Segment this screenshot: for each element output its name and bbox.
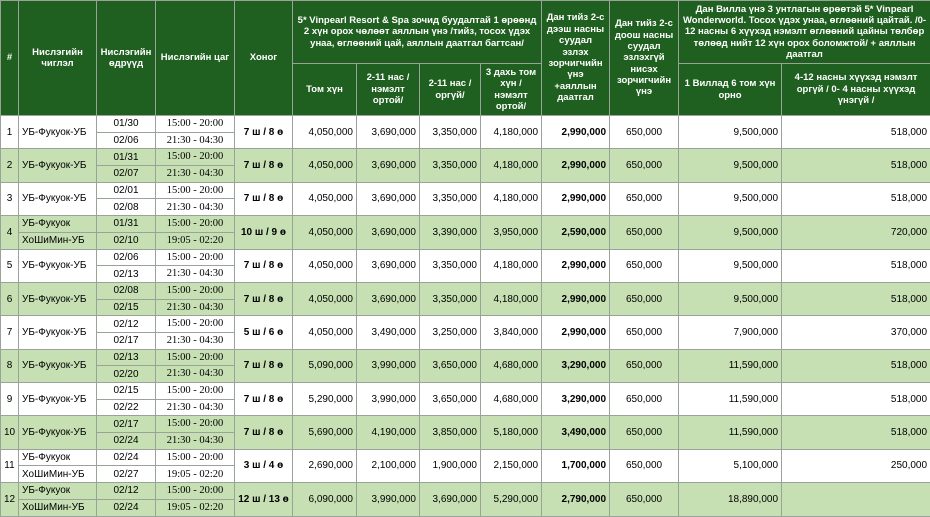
villa-price: 5,100,000 bbox=[679, 449, 782, 482]
single-ticket-price: 1,700,000 bbox=[542, 449, 610, 482]
header-child-extra-bed: 2-11 нас /нэмэлт ортой/ bbox=[357, 64, 420, 116]
header-nights: Хоног bbox=[235, 1, 293, 116]
child-extra-bed-price: 3,490,000 bbox=[357, 316, 420, 349]
single-ticket-price: 2,990,000 bbox=[542, 149, 610, 182]
departure-time: 15:00 - 20:00 bbox=[156, 383, 235, 400]
route: УБ-Фукуок-УБ bbox=[19, 349, 97, 382]
return-date: 02/07 bbox=[97, 166, 156, 183]
return-date: 02/24 bbox=[97, 499, 156, 516]
child-no-bed-price: 3,350,000 bbox=[420, 182, 481, 215]
table-row bbox=[1, 483, 930, 500]
table-row bbox=[1, 383, 930, 400]
departure-time: 15:00 - 20:00 bbox=[156, 149, 235, 166]
infant-ticket-price: 650,000 bbox=[610, 182, 679, 215]
return-time: 19:05 - 02:20 bbox=[156, 466, 235, 483]
departure-date: 01/31 bbox=[97, 216, 156, 233]
third-adult-price: 3,840,000 bbox=[481, 316, 542, 349]
header-date: Нислэгийн өдрүүд bbox=[97, 1, 156, 116]
villa-child-price: 518,000 bbox=[782, 416, 930, 449]
child-no-bed-price: 3,390,000 bbox=[420, 216, 481, 249]
third-adult-price: 2,150,000 bbox=[481, 449, 542, 482]
route-return: ХоШиМин-УБ bbox=[19, 466, 97, 483]
single-ticket-price: 2,990,000 bbox=[542, 316, 610, 349]
third-adult-price: 5,290,000 bbox=[481, 483, 542, 516]
villa-child-price: 250,000 bbox=[782, 449, 930, 482]
return-time: 21:30 - 04:30 bbox=[156, 266, 235, 283]
return-date: 02/24 bbox=[97, 433, 156, 450]
route: УБ-Фукуок-УБ bbox=[19, 416, 97, 449]
villa-price: 9,500,000 bbox=[679, 249, 782, 282]
infant-ticket-price: 650,000 bbox=[610, 282, 679, 315]
child-extra-bed-price: 3,690,000 bbox=[357, 216, 420, 249]
child-no-bed-price: 3,250,000 bbox=[420, 316, 481, 349]
return-date: 02/20 bbox=[97, 366, 156, 383]
child-extra-bed-price: 3,690,000 bbox=[357, 249, 420, 282]
return-time: 21:30 - 04:30 bbox=[156, 332, 235, 349]
child-no-bed-price: 3,850,000 bbox=[420, 416, 481, 449]
table-row bbox=[1, 316, 930, 333]
header-single-ticket: Дан тийз 2-с дээш насны суудал эзлэх зорчигчийн үнэ +аяллын даатгал bbox=[542, 1, 610, 116]
villa-price: 11,590,000 bbox=[679, 416, 782, 449]
infant-ticket-price: 650,000 bbox=[610, 316, 679, 349]
row-number: 4 bbox=[1, 216, 19, 249]
header-child-no-bed: 2-11 нас /оргүй/ bbox=[420, 64, 481, 116]
departure-date: 02/12 bbox=[97, 483, 156, 500]
nights: 7 ш / 8 ө bbox=[235, 383, 293, 416]
departure-time: 15:00 - 20:00 bbox=[156, 249, 235, 266]
adult-price: 4,050,000 bbox=[293, 149, 357, 182]
villa-price: 18,890,000 bbox=[679, 483, 782, 516]
route: УБ-Фукуок bbox=[19, 216, 97, 233]
third-adult-price: 4,180,000 bbox=[481, 182, 542, 215]
villa-child-price: 518,000 bbox=[782, 149, 930, 182]
return-time: 21:30 - 04:30 bbox=[156, 399, 235, 416]
return-time: 21:30 - 04:30 bbox=[156, 199, 235, 216]
child-extra-bed-price: 3,690,000 bbox=[357, 116, 420, 149]
row-number: 6 bbox=[1, 282, 19, 315]
adult-price: 4,050,000 bbox=[293, 282, 357, 315]
child-extra-bed-price: 3,990,000 bbox=[357, 349, 420, 382]
third-adult-price: 4,680,000 bbox=[481, 349, 542, 382]
child-extra-bed-price: 3,690,000 bbox=[357, 149, 420, 182]
table-row bbox=[1, 216, 930, 233]
departure-date: 02/12 bbox=[97, 316, 156, 333]
route-return: ХоШиМин-УБ bbox=[19, 499, 97, 516]
child-no-bed-price: 3,350,000 bbox=[420, 282, 481, 315]
villa-child-price: 518,000 bbox=[782, 349, 930, 382]
villa-child-price: 518,000 bbox=[782, 182, 930, 215]
header-adult: Том хүн bbox=[293, 64, 357, 116]
return-time: 19:05 - 02:20 bbox=[156, 499, 235, 516]
third-adult-price: 4,180,000 bbox=[481, 116, 542, 149]
route: УБ-Фукуок-УБ bbox=[19, 149, 97, 182]
villa-price: 9,500,000 bbox=[679, 216, 782, 249]
nights: 7 ш / 8 ө bbox=[235, 282, 293, 315]
header-third-adult: 3 дахь том хүн /нэмэлт ортой/ bbox=[481, 64, 542, 116]
child-no-bed-price: 1,900,000 bbox=[420, 449, 481, 482]
third-adult-price: 4,680,000 bbox=[481, 383, 542, 416]
route: УБ-Фукуок-УБ bbox=[19, 116, 97, 149]
adult-price: 4,050,000 bbox=[293, 182, 357, 215]
third-adult-price: 4,180,000 bbox=[481, 249, 542, 282]
route: УБ-Фукуок-УБ bbox=[19, 383, 97, 416]
return-time: 21:30 - 04:30 bbox=[156, 299, 235, 316]
return-time: 21:30 - 04:30 bbox=[156, 433, 235, 450]
header-villa-group: Дан Вилла үнэ 3 унтлагын өрөөтэй 5* Vinpearl Wonderworld. Тосох үдэх унаа, өглөөний цайтай. /0-12 насны 6 хүүхэд нэмэлт өглөөний цайны төлбөр төлөөд нийт 12 хүн орох боломжтой/ + аяллын даатгал bbox=[679, 1, 930, 64]
row-number: 2 bbox=[1, 149, 19, 182]
route: УБ-Фукуок bbox=[19, 483, 97, 500]
route: УБ-Фукуок-УБ bbox=[19, 182, 97, 215]
header-route: Нислэгийн чиглэл bbox=[19, 1, 97, 116]
table-row bbox=[1, 182, 930, 199]
third-adult-price: 5,180,000 bbox=[481, 416, 542, 449]
infant-ticket-price: 650,000 bbox=[610, 449, 679, 482]
row-number: 5 bbox=[1, 249, 19, 282]
route: УБ-Фукуок bbox=[19, 449, 97, 466]
child-no-bed-price: 3,350,000 bbox=[420, 116, 481, 149]
row-number: 11 bbox=[1, 449, 19, 482]
nights: 3 ш / 4 ө bbox=[235, 449, 293, 482]
villa-price: 11,590,000 bbox=[679, 383, 782, 416]
departure-time: 15:00 - 20:00 bbox=[156, 116, 235, 133]
departure-time: 15:00 - 20:00 bbox=[156, 449, 235, 466]
departure-date: 02/24 bbox=[97, 449, 156, 466]
infant-ticket-price: 650,000 bbox=[610, 216, 679, 249]
nights: 7 ш / 8 ө bbox=[235, 116, 293, 149]
child-extra-bed-price: 3,990,000 bbox=[357, 383, 420, 416]
departure-time: 15:00 - 20:00 bbox=[156, 316, 235, 333]
infant-ticket-price: 650,000 bbox=[610, 383, 679, 416]
child-extra-bed-price: 4,190,000 bbox=[357, 416, 420, 449]
table-row bbox=[1, 249, 930, 266]
table-row bbox=[1, 349, 930, 366]
infant-ticket-price: 650,000 bbox=[610, 116, 679, 149]
child-no-bed-price: 3,350,000 bbox=[420, 249, 481, 282]
adult-price: 5,290,000 bbox=[293, 383, 357, 416]
villa-child-price bbox=[782, 483, 930, 516]
return-date: 02/22 bbox=[97, 399, 156, 416]
route-return: ХоШиМин-УБ bbox=[19, 232, 97, 249]
third-adult-price: 3,950,000 bbox=[481, 216, 542, 249]
header-time: Нислэгийн цаг bbox=[156, 1, 235, 116]
child-extra-bed-price: 3,990,000 bbox=[357, 483, 420, 516]
header-villa-price: 1 Виллад 6 том хүн орно bbox=[679, 64, 782, 116]
villa-price: 9,500,000 bbox=[679, 282, 782, 315]
header-villa-child: 4-12 насны хүүхэд нэмэлт оргүй / 0- 4 насны хүүхэд үнэгүй / bbox=[782, 64, 930, 116]
row-number: 10 bbox=[1, 416, 19, 449]
departure-time: 15:00 - 20:00 bbox=[156, 282, 235, 299]
header-num: # bbox=[1, 1, 19, 116]
villa-price: 9,500,000 bbox=[679, 182, 782, 215]
route: УБ-Фукуок-УБ bbox=[19, 282, 97, 315]
return-date: 02/10 bbox=[97, 232, 156, 249]
row-number: 8 bbox=[1, 349, 19, 382]
villa-child-price: 518,000 bbox=[782, 282, 930, 315]
adult-price: 2,690,000 bbox=[293, 449, 357, 482]
single-ticket-price: 2,590,000 bbox=[542, 216, 610, 249]
return-date: 02/13 bbox=[97, 266, 156, 283]
child-extra-bed-price: 2,100,000 bbox=[357, 449, 420, 482]
departure-date: 02/01 bbox=[97, 182, 156, 199]
return-time: 21:30 - 04:30 bbox=[156, 366, 235, 383]
return-date: 02/06 bbox=[97, 132, 156, 149]
nights: 7 ш / 8 ө bbox=[235, 182, 293, 215]
single-ticket-price: 3,490,000 bbox=[542, 416, 610, 449]
adult-price: 4,050,000 bbox=[293, 116, 357, 149]
child-no-bed-price: 3,350,000 bbox=[420, 149, 481, 182]
child-no-bed-price: 3,690,000 bbox=[420, 483, 481, 516]
nights: 7 ш / 8 ө bbox=[235, 249, 293, 282]
route: УБ-Фукуок-УБ bbox=[19, 316, 97, 349]
infant-ticket-price: 650,000 bbox=[610, 349, 679, 382]
departure-date: 02/06 bbox=[97, 249, 156, 266]
single-ticket-price: 2,990,000 bbox=[542, 182, 610, 215]
adult-price: 5,090,000 bbox=[293, 349, 357, 382]
villa-price: 9,500,000 bbox=[679, 116, 782, 149]
row-number: 3 bbox=[1, 182, 19, 215]
third-adult-price: 4,180,000 bbox=[481, 282, 542, 315]
villa-child-price: 518,000 bbox=[782, 383, 930, 416]
villa-child-price: 370,000 bbox=[782, 316, 930, 349]
infant-ticket-price: 650,000 bbox=[610, 416, 679, 449]
row-number: 12 bbox=[1, 483, 19, 516]
villa-price: 9,500,000 bbox=[679, 149, 782, 182]
nights: 7 ш / 8 ө bbox=[235, 149, 293, 182]
child-no-bed-price: 3,650,000 bbox=[420, 383, 481, 416]
nights: 5 ш / 6 ө bbox=[235, 316, 293, 349]
third-adult-price: 4,180,000 bbox=[481, 149, 542, 182]
villa-price: 7,900,000 bbox=[679, 316, 782, 349]
departure-time: 15:00 - 20:00 bbox=[156, 483, 235, 500]
child-no-bed-price: 3,650,000 bbox=[420, 349, 481, 382]
infant-ticket-price: 650,000 bbox=[610, 249, 679, 282]
table-row bbox=[1, 416, 930, 433]
adult-price: 4,050,000 bbox=[293, 216, 357, 249]
departure-time: 15:00 - 20:00 bbox=[156, 216, 235, 233]
table-row bbox=[1, 116, 930, 133]
row-number: 1 bbox=[1, 116, 19, 149]
return-date: 02/17 bbox=[97, 332, 156, 349]
row-number: 9 bbox=[1, 383, 19, 416]
single-ticket-price: 3,290,000 bbox=[542, 383, 610, 416]
departure-date: 02/08 bbox=[97, 282, 156, 299]
departure-date: 02/13 bbox=[97, 349, 156, 366]
child-extra-bed-price: 3,690,000 bbox=[357, 182, 420, 215]
adult-price: 4,050,000 bbox=[293, 316, 357, 349]
adult-price: 6,090,000 bbox=[293, 483, 357, 516]
table-row bbox=[1, 149, 930, 166]
departure-date: 01/30 bbox=[97, 116, 156, 133]
villa-child-price: 518,000 bbox=[782, 116, 930, 149]
single-ticket-price: 3,290,000 bbox=[542, 349, 610, 382]
adult-price: 4,050,000 bbox=[293, 249, 357, 282]
return-date: 02/08 bbox=[97, 199, 156, 216]
route: УБ-Фукуок-УБ bbox=[19, 249, 97, 282]
row-number: 7 bbox=[1, 316, 19, 349]
departure-date: 02/17 bbox=[97, 416, 156, 433]
villa-child-price: 720,000 bbox=[782, 216, 930, 249]
villa-child-price: 518,000 bbox=[782, 249, 930, 282]
villa-price: 11,590,000 bbox=[679, 349, 782, 382]
adult-price: 5,690,000 bbox=[293, 416, 357, 449]
departure-time: 15:00 - 20:00 bbox=[156, 182, 235, 199]
departure-date: 02/15 bbox=[97, 383, 156, 400]
single-ticket-price: 2,990,000 bbox=[542, 282, 610, 315]
nights: 12 ш / 13 ө bbox=[235, 483, 293, 516]
header-infant-ticket: Дан тийз 2-с доош насны суудал эзлэхгүй нисэх зорчигчийн үнэ bbox=[610, 1, 679, 116]
child-extra-bed-price: 3,690,000 bbox=[357, 282, 420, 315]
departure-date: 01/31 bbox=[97, 149, 156, 166]
return-date: 02/15 bbox=[97, 299, 156, 316]
header-hotel-group: 5* Vinpearl Resort & Spa зочид буудалтай 1 өрөөнд 2 хүн орох чөлөөт аяллын үнэ /тийз, тосох үдэх унаа, өглөөний цай, аяллын даатгал багтсан/ bbox=[293, 1, 542, 64]
return-time: 21:30 - 04:30 bbox=[156, 166, 235, 183]
departure-time: 15:00 - 20:00 bbox=[156, 349, 235, 366]
table-row bbox=[1, 449, 930, 466]
table-row bbox=[1, 282, 930, 299]
return-date: 02/27 bbox=[97, 466, 156, 483]
nights: 7 ш / 8 ө bbox=[235, 349, 293, 382]
single-ticket-price: 2,990,000 bbox=[542, 249, 610, 282]
nights: 10 ш / 9 ө bbox=[235, 216, 293, 249]
single-ticket-price: 2,990,000 bbox=[542, 116, 610, 149]
return-time: 19:05 - 02:20 bbox=[156, 232, 235, 249]
return-time: 21:30 - 04:30 bbox=[156, 132, 235, 149]
infant-ticket-price: 650,000 bbox=[610, 149, 679, 182]
single-ticket-price: 2,790,000 bbox=[542, 483, 610, 516]
nights: 7 ш / 8 ө bbox=[235, 416, 293, 449]
infant-ticket-price: 650,000 bbox=[610, 483, 679, 516]
departure-time: 15:00 - 20:00 bbox=[156, 416, 235, 433]
table-body bbox=[1, 116, 930, 517]
